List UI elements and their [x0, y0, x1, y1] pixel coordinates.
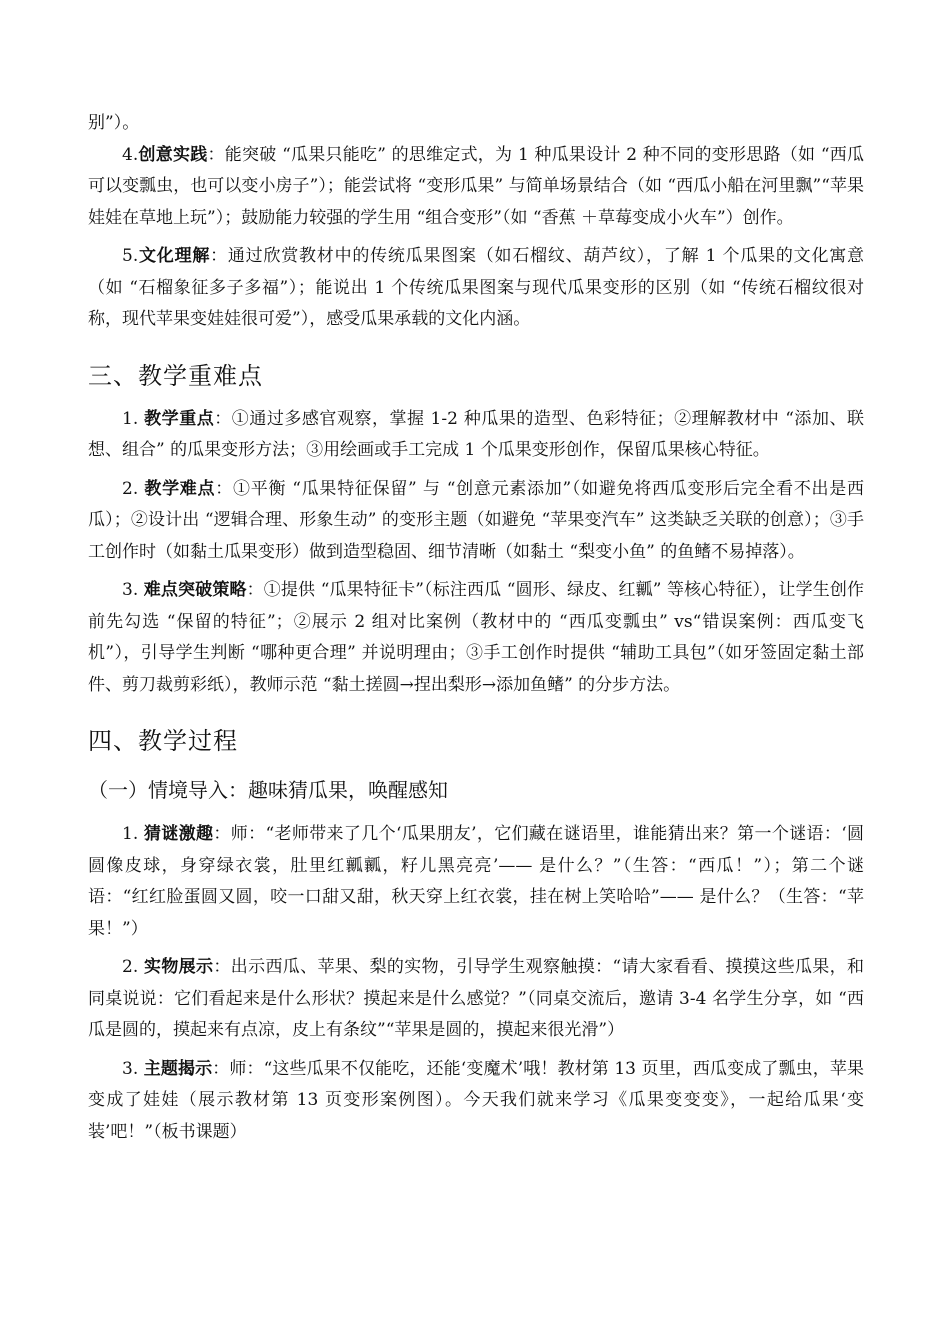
key-point-item — [88, 474, 864, 569]
objectives-list — [88, 140, 864, 336]
item-number: 3. — [122, 1058, 144, 1079]
key-points-list — [88, 404, 864, 702]
item-text: ：通过欣赏教材中的传统瓜果图案（如石榴纹、葫芦纹），了解 1 个瓜果的文化寓意（如 “石榴象征多子多福”）；能说出 1 个传统瓜果图案与现代瓜果变形的区别（如 “传统石榴纹很对称，现代苹果变娃娃很可爱”），感受瓜果承载的文化内涵。 — [88, 246, 865, 329]
intro-step-item — [88, 819, 864, 945]
section-heading-key-points: 三、教学重难点 — [88, 361, 263, 390]
objective-item-cultural-understanding — [88, 241, 864, 336]
item-number: 1. — [122, 824, 144, 844]
item-keyword: 教学难点 — [144, 478, 216, 499]
item-number: 5. — [122, 246, 139, 266]
item-text: ：①提供 “瓜果特征卡”（标注西瓜 “圆形、绿皮、红瓤” 等核心特征），让学生创作前先勾选 “保留的特征”；②展示 2 组对比案例（教材中的 “西瓜变瓢虫” vs“错误案例：西瓜变飞机”），引导学生判断 “哪种更合理” 并说明理由；③手工创作时提供 “辅助工具包”（如牙签固定黏土部件、剪刀裁剪彩纸），教师示范 “黏土搓圆→捏出梨形→添加鱼鳍” 的分步方法。 — [88, 580, 865, 695]
item-keyword: 教学重点 — [144, 408, 215, 429]
item-keyword: 难点突破策略 — [143, 580, 247, 600]
item-number: 2. — [122, 478, 145, 499]
item-text: ：①通过多感官观察，掌握 1-2 种瓜果的造型、色彩特征；②理解教材中 “添加、联想、组合” 的瓜果变形方法；③用绘画或手工完成 1 个瓜果变形创作，保留瓜果核心特征。 — [88, 408, 865, 460]
subsection-heading-intro: （一）情境导入：趣味猜瓜果，唤醒感知 — [88, 778, 448, 802]
item-keyword: 创意实践 — [138, 144, 208, 165]
intro-step-item — [88, 952, 864, 1047]
item-text: ：出示西瓜、苹果、梨的实物，引导学生观察触摸：“请大家看看、摸摸这些瓜果，和同桌说说：它们看起来是什么形状？摸起来是什么感觉？”（同桌交流后，邀请 3-4 名学生分享，如 “西瓜是圆的，摸起来有点凉，皮上有条纹”“苹果是圆的，摸起来很光滑”） — [88, 957, 865, 1040]
item-number: 4. — [122, 144, 139, 165]
continuation-paragraph: 别”）。 — [88, 113, 140, 133]
item-number: 2. — [122, 957, 144, 977]
item-number: 1. — [122, 408, 145, 429]
item-text: ：师：“这些瓜果不仅能吃，还能‘变魔术’哦！教材第 13 页里，西瓜变成了瓢虫，苹果变成了娃娃（展示教材第 13 页变形案例图）。今天我们就来学习《瓜果变变变》，一起给瓜果‘变装’吧！”（板书课题） — [88, 1058, 865, 1142]
section-heading-teaching-process: 四、教学过程 — [88, 727, 238, 755]
key-point-item — [88, 575, 864, 701]
key-point-item — [88, 404, 864, 467]
item-text: ：师：“老师带来了几个‘瓜果朋友’，它们藏在谜语里，谁能猜出来？第一个谜语：‘圆圆像皮球，身穿绿衣裳，肚里红瓤瓤，籽儿黑亮亮’—— 是什么？”（生答：“西瓜！”）；第二个谜语：“红红脸蛋圆又圆，咬一口甜又甜，秋天穿上红衣裳，挂在树上笑哈哈”—— 是什么？（生答：“苹果！”） — [88, 824, 865, 939]
item-text: ：能突破 “瓜果只能吃” 的思维定式，为 1 种瓜果设计 2 种不同的变形思路（如 “西瓜可以变瓢虫，也可以变小房子”）；能尝试将 “变形瓜果” 与简单场景结合（如 “西瓜小船在河里飘”“苹果娃娃在草地上玩”）；鼓励能力较强的学生用 “组合变形”（如 “香蕉 ＋草莓变成小火车”）创作。 — [88, 144, 865, 228]
document-page — [88, 108, 864, 1155]
item-text: ：①平衡 “瓜果特征保留” 与 “创意元素添加”（如避免将西瓜变形后完全看不出是西瓜）；②设计出 “逻辑合理、形象生动” 的变形主题（如避免 “苹果变汽车” 这类缺乏关联的创意）；③手工创作时（如黏土瓜果变形）做到造型稳固、细节清晰（如黏土 “梨变小鱼” 的鱼鳍不易掉落）。 — [88, 478, 865, 562]
intro-step-item — [88, 1054, 864, 1149]
item-keyword: 猜谜激趣 — [143, 824, 214, 844]
item-keyword: 文化理解 — [138, 246, 211, 266]
intro-steps-list — [88, 819, 864, 1148]
item-number: 3. — [122, 580, 144, 600]
item-keyword: 实物展示 — [143, 957, 214, 977]
item-keyword: 主题揭示 — [143, 1058, 213, 1079]
objective-item-creative-practice — [88, 140, 864, 235]
